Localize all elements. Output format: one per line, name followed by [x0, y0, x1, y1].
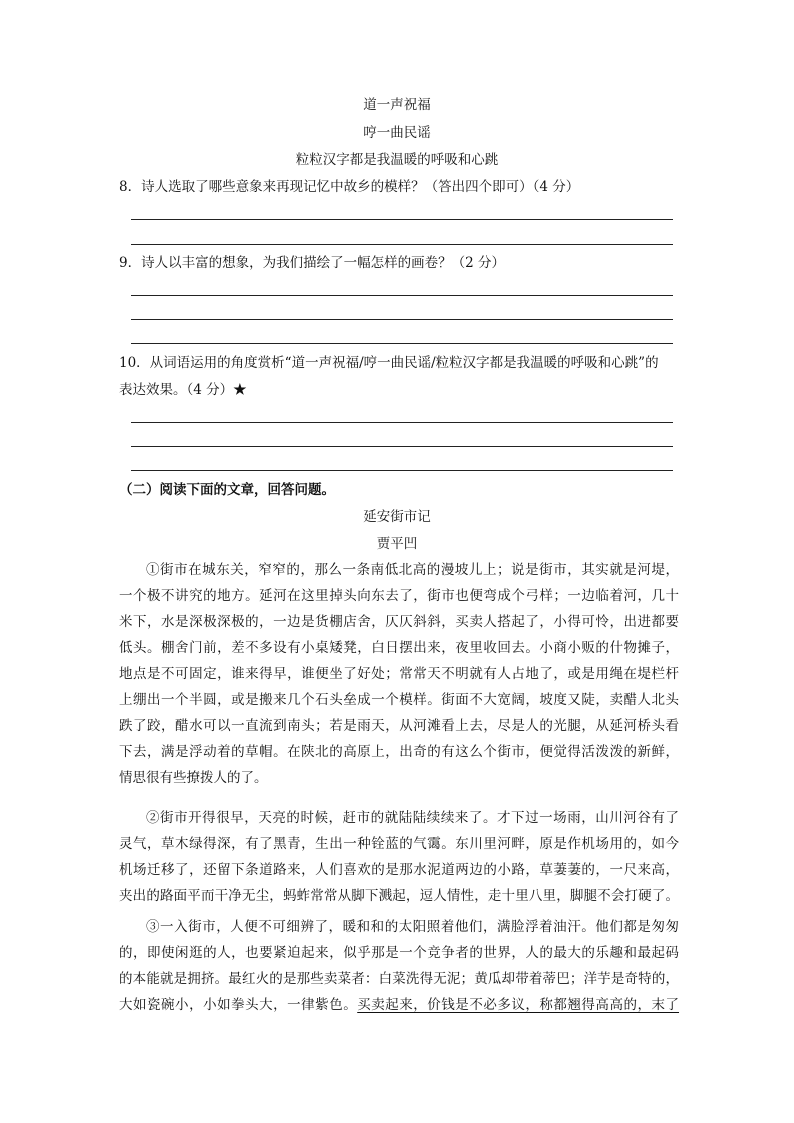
text-line: 夹出的路面平而干净无尘，蚂蚱常常从脚下溅起，逗人情性，走十里八里，脚腿不会打硬了。	[119, 888, 679, 904]
text-line: ②街市开得很早，天亮的时候，赶市的就陆陆续续来了。才下过一场雨，山川河谷有了	[146, 810, 679, 826]
paragraph-3	[119, 914, 679, 1018]
question-8: 8．诗人选取了哪些意象来再现记忆中故乡的模样？（答出四个即可）（4 分）	[119, 179, 580, 195]
question-10-line-2: 表达效果。（4 分）★	[119, 382, 247, 398]
answer-line[interactable]	[131, 295, 673, 296]
answer-line[interactable]	[131, 343, 673, 344]
article-author: 贾平凹	[376, 536, 418, 552]
poem-line-1: 道一声祝福	[363, 97, 431, 113]
section-heading: （二）阅读下面的文章，回答问题。	[119, 482, 335, 498]
answer-line[interactable]	[131, 244, 673, 245]
paragraph-1	[119, 557, 679, 791]
text-line: 下去，满是浮动着的草帽。在陕北的高原上，出奇的有这么个街市，便觉得活泼泼的新鲜，	[119, 744, 679, 760]
text-plain: 大如瓷碗小，小如拳头大，一律紫色。	[119, 997, 358, 1013]
poem-line-2: 哼一曲民谣	[363, 125, 431, 141]
text-line: 地点是不可固定，谁来得早，谁便坐了好处；常常天不明就有人占地了，或是用绳在堤栏杆	[119, 666, 679, 682]
text-line: 情思很有些撩拨人的了。	[119, 770, 268, 786]
text-line: 机场迁移了，还留下条道路来，人们喜欢的是那水泥道两边的小路，草萋萋的，一尺来高，	[119, 862, 679, 878]
answer-line[interactable]	[131, 470, 673, 471]
underlined-sentence: 买卖起来，价钱是不必多议，称都翘得高高的，末了	[357, 997, 680, 1013]
question-9: 9．诗人以丰富的想象，为我们描绘了一幅怎样的画卷？（2 分）	[119, 255, 505, 271]
text-line: 上绷出一个半圆，或是搬来几个石头垒成一个模样。街面不大宽阔，坡度又陡，卖醋人北头	[119, 692, 679, 708]
text-line: ①街市在城东关，窄窄的，那么一条南低北高的漫坡儿上；说是街市，其实就是河堤，	[146, 562, 679, 578]
answer-line[interactable]	[131, 219, 673, 220]
poem-line-3: 粒粒汉字都是我温暖的呼吸和心跳	[295, 152, 499, 168]
text-line: 米下，水是深极深极的，一边是货棚店舍，仄仄斜斜，买卖人搭起了，小得可怜，出进都要	[119, 614, 679, 630]
text-line: 跌了跤，醋水可以一直流到南头；若是雨天，从河滩看上去，尽是人的光腿，从延河桥头看	[119, 718, 679, 734]
answer-line[interactable]	[131, 319, 673, 320]
answer-line[interactable]	[131, 446, 673, 447]
article-title: 延安街市记	[363, 509, 431, 525]
text-line	[119, 992, 679, 1018]
paragraph-2	[119, 805, 679, 909]
question-10-line-1: 10．从词语运用的角度赏析“道一声祝福/哼一曲民谣/粒粒汉字都是我温暖的呼吸和心跳”的	[119, 355, 659, 371]
text-line: 的本能就是拥挤。最红火的是那些卖菜者：白菜洗得无泥；黄瓜却带着蒂巴；洋芋是奇特的，	[119, 971, 679, 987]
text-line: 一个极不讲究的地方。延河在这里掉头向东去了，街市也便弯成个弓样；一边临着河，几十	[119, 588, 679, 604]
text-line: 低头。棚舍门前，差不多设有小桌矮凳，白日摆出来，夜里收回去。小商小贩的什物摊子，	[119, 640, 679, 656]
answer-line[interactable]	[131, 422, 673, 423]
text-line: 的，即使闲逛的人，也要紧迫起来，似乎那是一个竞争者的世界，人的最大的乐趣和最起码	[119, 945, 679, 961]
text-line: ③一入街市，人便不可细辨了，暖和和的太阳照着他们，满脸浮着油汗。他们都是匆匆	[146, 919, 679, 935]
text-line: 灵气，草木绿得深，有了黑青，生出一种铨蓝的气霭。东川里河畔，原是作机场用的，如今	[119, 836, 679, 852]
